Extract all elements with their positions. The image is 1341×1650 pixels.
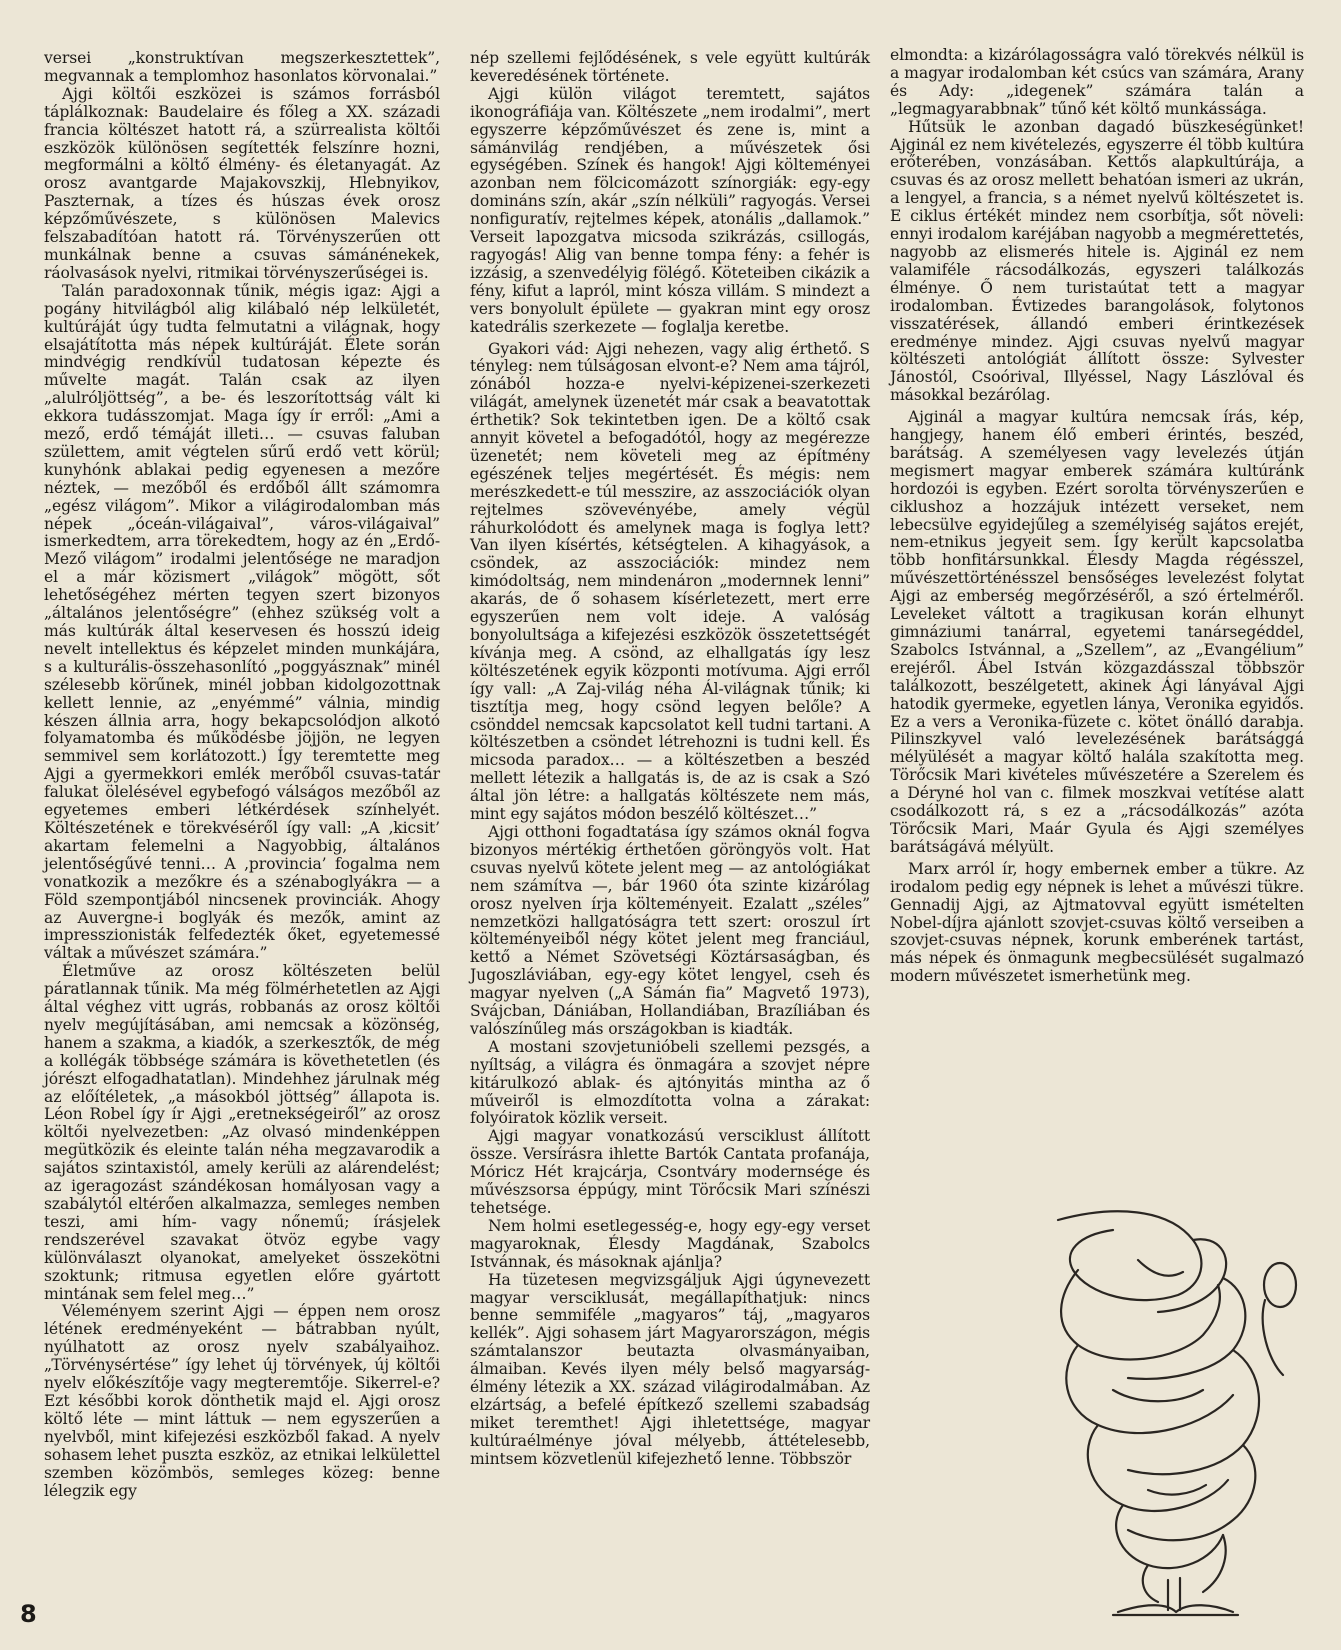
paragraph: versei „konstruktívan megszerkesztettek”, megvannak a templomhoz hasonlatos körvonalai.” [44,49,440,85]
article-column-1 [44,50,440,1500]
paragraph: nép szellemi fejlődésének, s vele együtt kultúrák keveredésének története. [470,49,870,85]
paragraph: Ajgi magyar vonatkozású versciklust állított össze. Versírásra ihlette Bartók Cantata profanája, Móricz Hét krajcárja, Csontváry modernsége és művészsorsa éppúgy, mint Törőcsik Mari színészi tehetsége. [470,1127,870,1217]
article-column-3 [890,47,1304,986]
abstract-sculpture-icon [1018,1200,1318,1625]
paragraph: Ajginál a magyar kultúra nemcsak írás, kép, hangjegy, hanem élő emberi érintés, beszéd, barátság. A személyesen vagy levelezés útján megismert magyar emberek számára kultúránk hordozói is egyben. Ezért sorolta törvényszerűen e ciklushoz a hozzájuk intézett verseket, nem lebecsülve egyidejűleg a személyiség sajátos erejét, nem-etnikus jegyeit sem. Így került kapcsolatba több honfitársunkkal. Élesdy Magda régésszel, művészettörténésszel bensőséges levelezést folytat Ajgi az emberség megőrzéséről, a szó értelméről. Leveleket váltott a tragikusan korán elhunyt gimnáziumi tanárral, egyetemi tanársegéddel, Szabolcs Istvánnal, a „Szellem”, az „Evangélium” erejéről. Ábel István közgazdásszal többször találkozott, beszélgetett, akinek Ági lányával Ajgi hatodik gyermeke, egyetlen lánya, Veronika egyidős. Ez a vers a Veronika-füzete c. kötet önálló darabja. Pilinszkyvel való levelezésének barátsággá mélyülését a magyar költő halála szakította meg. Törőcsik Mari kivételes művészetére a Szerelem és a Déryné hol van c. filmek moszkvai vetítése alatt csodálkozott rá, s ez a „rácsodálkozás” azóta Törőcsik Mari, Maár Gyula és Ajgi személyes barátságává mélyült. [890,408,1304,856]
sculpture-illustration [1018,1200,1318,1625]
paragraph: Gyakori vád: Ajgi nehezen, vagy alig érthető. S tényleg: nem túlságosan elvont-e? Nem ama tájról, zónából hozza-e nyelvi-képizenei-szerkezeti világát, amelynek üzenetét már csak a beavatottak érthetik? Sok tekintetben igen. De a költő csak annyit követel a befogadótól, hogy az megérezze üzenetét; nem követeli meg az építmény egészének teljes megértését. És mégis: nem merészkedett-e túl messzire, az asszociációk olyan rejtelmes szövevényébe, amely végül ráhurkolódott és amelynek maga is foglya lett? Van ilyen kísértés, kétségtelen. A kihagyások, a csöndek, az asszociációk: mindez nem kimódoltság, nem mindenáron „modernnek lenni” akarás, de ő sohasem kísérletezett, mert erre egyszerűen nem volt ideje. A valóság bonyolultsága a kifejezési eszközök összetettségét kívánja meg. A csönd, az elhallgatás így lesz költészetének egyik központi motívuma. Ajgi erről így vall: „A Zaj-világ néha Ál-világnak tűnik; ki tisztítja meg, hogy csönd legyen belőle? A csönddel nemcsak kapcsolatot kell tudni tartani. A költészetben a csöndet létrehozni is tudni kell. És micsoda paradox… — a költészetben a beszéd mellett létezik a hallgatás is, de az is csak a Szó által jön létre: a hallgatás költészete nem más, mint egy sajátos módon beszélő költészet…” [470,339,870,824]
paragraph: Talán paradoxonnak tűnik, mégis igaz: Ajgi a pogány hitvilágból alig kilábaló nép lelkületét, kultúráját úgy tudta felmutatni a világnak, hogy elsajátította más népek kultúráját. Élete során mindvégig rendkívül tudatosan képezte és művelte magát. Talán csak az ilyen „alulróljöttség”, a be- és leszorítottság vált ki ekkora tudásszomjat. Maga így ír erről: „Ami a mező, erdő témáját illeti… — csuvas faluban születtem, amit végtelen sűrű erdő vett körül; kunyhónk ablakai pedig egyenesen a mezőre néztek, — mezőből és erdőből állt számomra „egész világom”. Mikor a világirodalomban más népek „óceán-világaival”, város-világaival” ismerkedtem, arra törekedtem, hogy az én „Erdő-Mező világom” irodalmi jelentősége ne maradjon el a már közismert „világok” mögött, sőt lehetőségéhez mérten tegyen szert bizonyos „általános jelentőségre” (ehhez szükség volt a más kultúrák által keservesen és hosszú ideig nevelt intellektus és képzelet minden munkájára, s a kulturális-összehasonlító „poggyásznak” minél szélesebb körűnek, minél jobban kidolgozottnak kellett lennie, az „enyémmé” válnia, mindig készen állnia arra, hogy bekapcsolódjon alkotó folyamatomba és működésbe jöjjön, ne legyen semmivel sem korlátozott.) Így teremtette meg Ajgi a gyermekkori emlék merőből csuvas-tatár falukat ölelésével egybefogó válságos mezőből az egyetemes emberi létkérdések színhelyét. Költészetének e törekvéséről így vall: „A ‚kicsit’ akartam felemelni a Nagyobbig, általános jelentőségűvé tenni… A ‚provincia’ fogalma nem vonatkozik a mezőkre és a szénaboglyákra — a Föld szempontjából nincsenek provinciák. Ahogy az Auvergne-i boglyák és mezők, amint az impresszionisták felfedezték őket, egyetemessé váltak a művészet számára.” [44,281,440,963]
paragraph: Ajgi otthoni fogadtatása így számos oknál fogva bizonyos mértékig érthetően göröngyös volt. Hat csuvas nyelvű kötete jelent meg — az antológiákat nem számítva —, bár 1960 óta szinte kizárólag orosz nyelven írja költeményeit. Ezalatt „széles” nemzetközi hallgatóságra tett szert: oroszul írt költeményeiből négy kötet jelent meg franciául, kettő a Német Szövetségi Köztársaságban, és Jugoszláviában, egy-egy kötet lengyel, cseh és magyar nyelven („A Sámán fia” Magvető 1973), Svájcban, Dániában, Hollandiában, Brazíliában és valószínűleg más országokban is kiadták. [470,822,870,1038]
paragraph: Életműve az orosz költészeten belül páratlannak tűnik. Ma még fölmérhetetlen az Ajgi által véghez vitt ugrás, robbanás az orosz költői nyelv megújításában, ami nemcsak a közönség, hanem a szakma, a kiadók, a szerkesztők, de még a kollégák többsége számára is követhetetlen (és jórészt elfogadhatatlan). Mindehhez járulnak még az előítéletek, „a másokból jöttség” állapota is. Léon Robel így ír Ajgi „eretnekségeiről” az orosz költői nyelvezetben: „Az olvasó mindenképpen megütközik és eleinte talán néha megzavarodik a sajátos szintaxistól, amely kerüli az alárendelést; az igeragozást szándékosan homályosan vagy a szabálytól eltérően alkalmazza, semleges nemben teszi, ami hím- vagy nőnemű; írásjelek rendszerével szavakat ötvöz egybe vagy különválaszt olyanokat, amelyeket összekötni szoktunk; ritmusa egyetlen előre gyártott mintának sem felel meg…” [44,962,440,1303]
paragraph: Ajgi költői eszközei is számos forrásból táplálkoznak: Baudelaire és főleg a XX. századi francia költészet hatott rá, a szürrealista költői eszközök különösen segítették felszínre hozni, megformálni a költő élmény- és életanyagát. Az orosz avantgarde Majakovszkij, Hlebnyikov, Paszternak, a tízes és húszas évek orosz képzőművészete, s különösen Malevics felszabadítóan hatott rá. Törvényszerűen ott munkálnak benne a csuvas sámánénekek, ráolvasások nyelvi, ritmikai törvényszerűségei is. [44,84,440,282]
paragraph: Véleményem szerint Ajgi — éppen nem orosz létének eredményeként — bátrabban nyúlt, nyúlhatott az orosz nyelv szabályaihoz. „Törvénysértése” így lehet új törvények, új költői nyelv előkészítője vagy megteremtője. Sikerrel-e? Ezt későbbi korok dönthetik majd el. Ajgi orosz költő léte — mint láttuk — nem egyszerűen a nyelvből, mint kifejezési eszközből fakad. A nyelv sohasem lehet puszta eszköz, az etnikai lelkülettel szemben közömbös, semleges közeg: benne lélegzik egy [44,1302,440,1500]
paragraph: Hűtsük le azonban dagadó büszkeségünket! Ajginál ez nem kivételezés, egyszerre él több kultúra erőterében, vonzásában. Kettős alapkultúrája, a csuvas és az orosz mellett behatóan ismeri az ukrán, a lengyel, a francia, s a német nyelvű költészetet is. E ciklus értékét mindez nem csorbítja, sőt növeli: ennyi irodalom karéjában nagyobb a megmérettetés, nagyobb az elismerés hitele is. Ajginál ez nem valamiféle rácsodálkozás, egyszeri találkozás élménye. Ő nem turistaútat tett a magyar irodalomban. Évtizedes barangolások, folytonos visszatérések, állandó emberi érintkezések eredménye mindez. Ajgi csuvas nyelvű magyar költészeti antológiát állított össze: Sylvester Jánostól, Csoórival, Illyéssel, Nagy Lászlóval és másokkal bezárólag. [890,117,1304,405]
paragraph: Ajgi külön világot teremtett, sajátos ikonográfiája van. Költészete „nem irodalmi”, mert egyszerre képzőművészet és zene is, mint a sámánvilág rendjében, a művészetek ősi egységében. Színek és hangok! Ajgi költeményei azonban nem fölcicomázott színorgiák: egy-egy domináns szín, akár „szín nélküli” ragyogás. Versei nonfiguratív, rejtelmes képek, atonális „dallamok.” Verseit lapozgatva micsoda szikrázás, csillogás, ragyogás! Alig van benne tompa fény: a fehér is izzásig, a szenvedélyig fölégő. Köteteiben cikázik a fény, kifut a lapról, mint kósza villám. S mindezt a vers bonyolult épülete — gyakran mint egy orosz katedrális szerkezete — foglalja keretbe. [470,84,870,336]
paragraph: Ha tüzetesen megvizsgáljuk Ajgi úgynevezett magyar versciklusát, megállapíthatjuk: nincs benne semmiféle „magyaros” táj, „magyaros kellék”. Ajgi sohasem járt Magyarországon, mégis számtalanszor beutazta olvasmányaiban, álmaiban. Kevés ilyen mély belső magyarság-élmény létezik a XX. század világirodalmában. Az elzártság, a befelé építkező szellemi szabadság miket teremthet! Ajgi ihletettsége, magyar kultúraélménye jóval mélyebb, áttételesebb, mintsem közvetlenül kifejezhető lenne. Többször [470,1270,870,1468]
page-number: 8 [20,1600,37,1628]
paragraph: Marx arról ír, hogy embernek ember a tükre. Az irodalom pedig egy népnek is lehet a művészi tükre. Gennadij Ajgi, az Ajtmatovval együtt ismételten Nobel-díjra ajánlott szovjet-csuvas költő verseiben a szovjet-csuvas népnek, korunk emberének tartást, más népek és önmagunk megbecsülését sugalmazó modern művészetet ismerhetünk meg. [890,859,1304,986]
paragraph: elmondta: a kizárólagosságra való törekvés nélkül is a magyar irodalomban két csúcs van számára, Arany és Ady: „idegenek” számára talán a „legmagyarabbnak” tűnő két költő munkássága. [890,46,1304,118]
article-column-2 [470,50,870,1469]
paragraph: Nem holmi esetlegesség-e, hogy egy-egy verset magyaroknak, Élesdy Magdának, Szabolcs Istvánnak, és másoknak ajánlja? [470,1216,870,1271]
paragraph: A mostani szovjetunióbeli szellemi pezsgés, a nyíltság, a világra és önmagára a szovjet népre kitárulkozó ablak- és ajtónyitás mintha az ő műveiről is elmozdította volna a zárakat: folyóiratok közlik verseit. [470,1037,870,1128]
